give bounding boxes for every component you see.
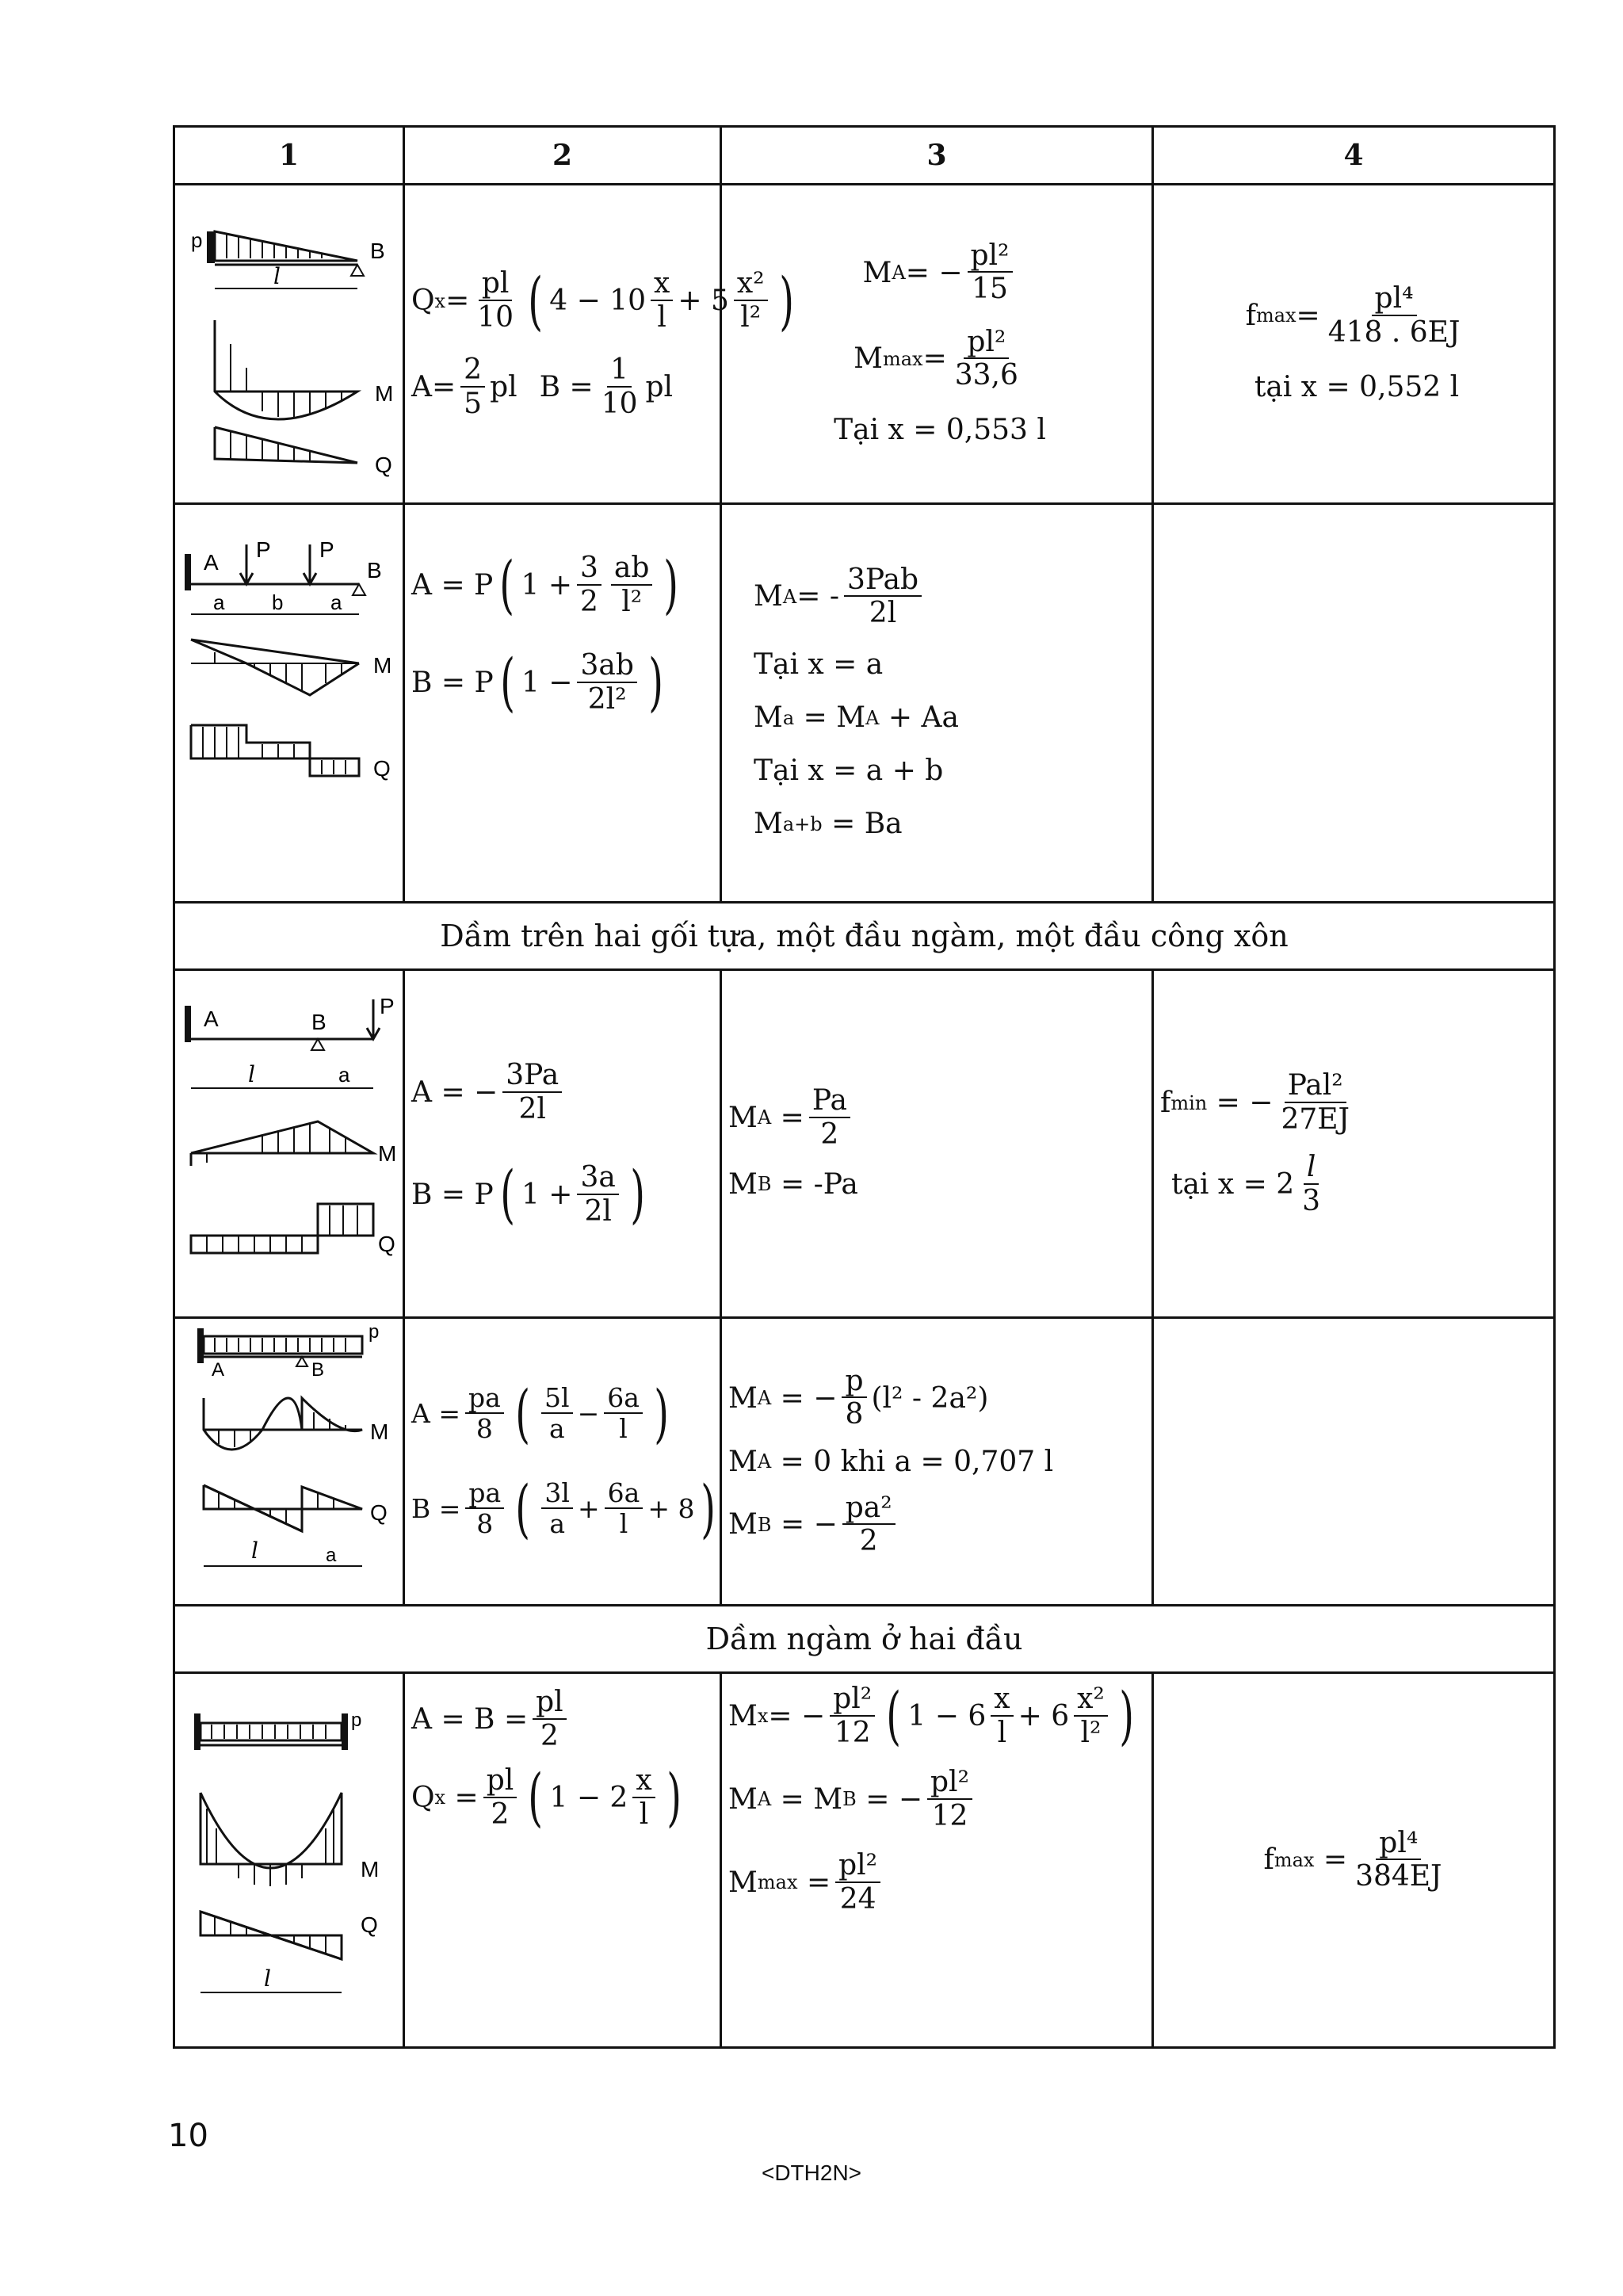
label-b: b <box>272 590 284 614</box>
fmax-formula: f max = $\frac{\text{pl⁴}}{384EJ}$ <box>1263 1826 1442 1893</box>
diagram-cell <box>174 1318 404 1606</box>
header-col-4: 4 <box>1153 127 1555 185</box>
label-l: l <box>248 1061 255 1087</box>
reaction-a-formula: A = − $\frac{3Pa}{2l}$ <box>411 1060 720 1125</box>
section-title: Dầm trên hai gối tựa, một đầu ngàm, một đầu công xôn <box>174 903 1555 970</box>
table-row <box>174 1318 1555 1606</box>
label-M: M <box>378 1141 397 1166</box>
reaction-b-formula: B = P ( 1 − $\frac{3ab}{\text{2l²}}$ ) <box>411 645 663 720</box>
roller-support-icon <box>351 265 364 276</box>
roller-support-icon <box>311 1039 324 1050</box>
table-row <box>174 185 1555 504</box>
label-Q: Q <box>370 1500 388 1525</box>
label-B: B <box>311 1359 325 1381</box>
location-text: Tại x = a <box>754 648 884 682</box>
reaction-b-formula: B = $\frac{pa}{8}$ ( $\frac{3l}{a}$ + $\frac{6a}{l}$ + 8 ) <box>411 1472 716 1545</box>
header-col-3: 3 <box>721 127 1153 185</box>
formula-cell-reactions <box>404 1673 721 2048</box>
location-text: tại x = 0,552 l <box>1254 370 1460 403</box>
label-A: A <box>204 1007 219 1031</box>
diagram-cell <box>174 970 404 1318</box>
ma-zero-line: M A = 0 khi a = 0,707 l <box>728 1445 1054 1478</box>
mb-formula: M B = − $\frac{\text{pa²}}{2}$ <box>728 1492 1151 1558</box>
diagram-cell <box>174 185 404 504</box>
label-l: l <box>251 1538 258 1564</box>
page-number: 10 <box>168 2118 208 2154</box>
ma-formula: M A = $\frac{Pa}{2}$ <box>728 1085 1151 1151</box>
formula-cell-deflection <box>1153 1318 1555 1606</box>
fmin-formula: f min = − $\frac{\text{Pal²}}{27EJ}$ <box>1160 1069 1350 1136</box>
location-text: Tại x = 0,553 l <box>834 414 1046 447</box>
reaction-a-b-formula: A= $\frac{2}{5}$ pl B = $\frac{1}{10}$ pl <box>411 353 674 420</box>
section-row <box>174 1606 1555 1673</box>
formula-cell-reactions <box>404 504 721 903</box>
label-l: l <box>273 263 281 289</box>
beam-diagram-fixed-both-ends <box>175 1674 405 2046</box>
reaction-b-formula: B = P ( 1 + $\frac{3a}{2l}$ ) <box>411 1157 645 1232</box>
formula-cell-reactions <box>404 970 721 1318</box>
reaction-a-formula: A = $\frac{pa}{8}$ ( $\frac{5l}{a}$ − $\frac{6a}{l}$ ) <box>411 1377 669 1450</box>
label-B: B <box>367 558 382 583</box>
label-Q: Q <box>373 756 391 781</box>
label-M: M <box>375 381 394 406</box>
label-M: M <box>373 653 392 678</box>
label-A: A <box>212 1359 225 1381</box>
header-row <box>174 127 1555 185</box>
ma-formula: M A = - $\frac{\text{3Pab}}{2l}$ <box>754 564 1151 630</box>
location-text: Tại x = a + b <box>754 755 944 788</box>
label-a: a <box>330 590 342 614</box>
reaction-a-formula: A = P ( 1 + $\frac{3}{2}$ $\frac{ab}{\text{l²}}$ ) <box>411 548 679 622</box>
formula-cell-moments <box>721 1318 1153 1606</box>
table-row <box>174 970 1555 1318</box>
label-B: B <box>370 239 385 263</box>
label-P: P <box>256 537 271 562</box>
label-Q: Q <box>375 453 392 477</box>
label-a: a <box>338 1063 350 1087</box>
label-B: B <box>311 1010 327 1034</box>
qx-formula: Q x = $\frac{pl}{2}$ ( 1 − 2 $\frac{x}{l}$ ) <box>411 1760 682 1835</box>
formula-cell-moments <box>721 1673 1153 2048</box>
diagram-cell <box>174 1673 404 2048</box>
qx-formula: Q x = $\frac{pl}{10}$ ( 4 − 10 $\frac{x}{l}$ + 5 $\frac{\text{x²}}{\text{l²}}$ ) <box>411 263 794 338</box>
mx-formula: M x = − $\frac{\text{pl²}}{12}$ ( 1 − 6 $\frac{x}{l}$ + 6 $\frac{\text{x²}}{\text{l²}}$ ) <box>728 1679 1134 1753</box>
beam-diagram-cantilever-point-load <box>175 971 405 1316</box>
fmax-formula: f max = $\frac{\text{pl⁴}}{418 . 6EJ}$ <box>1245 282 1461 349</box>
label-a: a <box>213 590 225 614</box>
header-col-2: 2 <box>404 127 721 185</box>
mmax-formula: M max = $\frac{\text{pl²}}{33,6}$ <box>854 325 1018 392</box>
label-l: l <box>264 1966 271 1992</box>
mmax-formula: M max = $\frac{\text{pl²}}{24}$ <box>728 1850 1151 1916</box>
formula-cell-reactions <box>404 1318 721 1606</box>
location-text: tại x = 2 $\frac{l}{3}$ <box>1171 1151 1321 1217</box>
formula-cell-deflection <box>1153 1673 1555 2048</box>
roller-support-icon <box>353 584 365 595</box>
label-Q: Q <box>378 1232 395 1256</box>
fixed-support-icon <box>185 554 191 590</box>
formula-cell-moments <box>721 970 1153 1318</box>
ma-line: M a = M A + Aa <box>754 701 959 735</box>
header-col-1: 1 <box>174 127 404 185</box>
reaction-ab-formula: A = B = $\frac{pl}{2}$ <box>411 1687 720 1752</box>
label-M: M <box>361 1857 380 1881</box>
label-P: P <box>319 537 334 562</box>
formula-cell-reactions <box>404 185 794 504</box>
mab-formula: M A = M B = − $\frac{\text{pl²}}{12}$ <box>728 1767 1151 1832</box>
label-A: A <box>204 550 219 575</box>
mb-formula: M B = -Pa <box>728 1167 858 1201</box>
formula-cell-deflection <box>1153 970 1555 1318</box>
table-row <box>174 1673 1555 2048</box>
label-M: M <box>370 1419 389 1444</box>
label-a: a <box>326 1545 337 1566</box>
beam-diagram-triangular-load <box>175 185 405 502</box>
roller-support-icon <box>296 1357 307 1366</box>
beam-diagram-overhang-uniform-load <box>175 1319 405 1604</box>
formula-cell-moments <box>721 185 1153 504</box>
footer-code: <DTH2N> <box>761 2160 862 2185</box>
ma-formula: M A = − $\frac{p}{8}$ (l² - 2a²) <box>728 1364 989 1431</box>
formula-cell-deflection <box>1153 504 1555 903</box>
section-title: Dầm ngàm ở hai đầu <box>174 1606 1555 1673</box>
label-p: p <box>191 228 203 252</box>
beam-formula-table <box>173 125 1556 2049</box>
ma-formula: M A = − $\frac{\text{pl²}}{15}$ <box>863 240 1018 306</box>
fixed-support-icon <box>185 1006 191 1042</box>
table-row <box>174 504 1555 903</box>
section-row <box>174 903 1555 970</box>
formula-cell-deflection <box>1153 185 1555 504</box>
mab-line: M a+b = Ba <box>754 808 903 841</box>
formula-cell-moments <box>721 504 1153 903</box>
label-P: P <box>380 994 395 1018</box>
label-p: p <box>351 1710 362 1731</box>
label-p: p <box>369 1321 380 1343</box>
label-Q: Q <box>361 1912 378 1937</box>
diagram-cell <box>174 504 404 903</box>
beam-diagram-two-point-loads <box>175 505 405 901</box>
